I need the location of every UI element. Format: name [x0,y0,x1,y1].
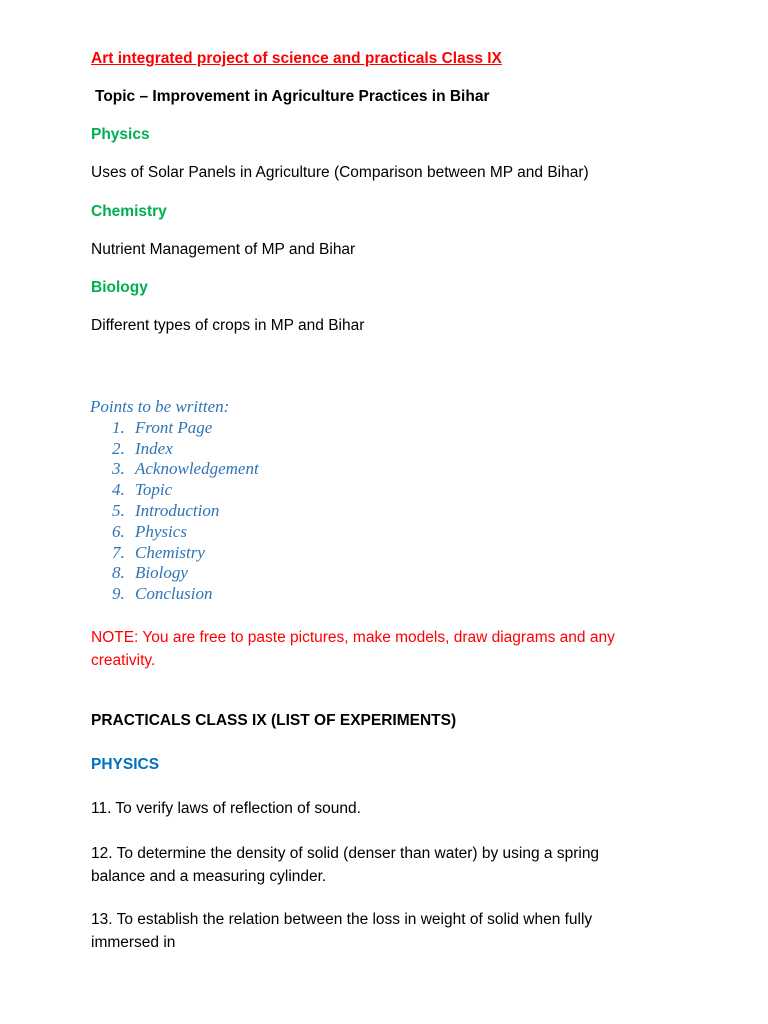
physics-text: Uses of Solar Panels in Agriculture (Comparison between MP and Bihar) [91,164,589,181]
experiment-item: 11. To verify laws of reflection of sound. [91,800,361,817]
list-item-number: 2. [112,438,125,458]
biology-heading: Biology [91,279,148,296]
list-item [90,459,259,480]
biology-text: Different types of crops in MP and Bihar [91,317,365,334]
list-item [90,522,259,543]
list-item-label: Acknowledgement [135,459,259,479]
chemistry-heading: Chemistry [91,203,167,220]
project-title: Art integrated project of science and practicals Class IX [91,50,502,67]
list-item-label: Chemistry [135,542,205,562]
list-item-label: Front Page [135,417,213,437]
list-item-number: 4. [112,480,125,500]
list-item-label: Biology [135,563,188,583]
points-heading: Points to be written: [90,397,230,416]
list-item-label: Introduction [135,500,220,520]
chemistry-text: Nutrient Management of MP and Bihar [91,241,356,258]
list-item-number: 7. [112,542,125,562]
list-item [90,543,259,564]
list-item [90,439,259,460]
list-item-label: Topic [135,480,173,500]
practicals-physics-heading: PHYSICS [91,756,160,773]
list-item-label: Physics [135,521,187,541]
list-item-label: Conclusion [135,584,213,604]
experiment-item: 12. To determine the density of solid (denser than water) by using a spring balance and a measuring cylinder. [91,845,600,885]
list-item-number: 6. [112,521,125,541]
list-item-number: 5. [112,500,125,520]
points-block [90,397,259,605]
note-text: NOTE: You are free to paste pictures, make models, draw diagrams and any creativity. [91,629,615,669]
points-list [90,418,259,605]
topic-heading: Topic – Improvement in Agriculture Practices in Bihar [95,88,490,105]
list-item [90,563,259,584]
list-item-number: 3. [112,459,125,479]
list-item [90,480,259,501]
list-item-number: 1. [112,417,125,437]
physics-heading: Physics [91,126,150,143]
list-item [90,501,259,522]
list-item [90,584,259,605]
list-item [90,418,259,439]
list-item-number: 8. [112,563,125,583]
list-item-label: Index [135,438,173,458]
experiment-item: 13. To establish the relation between the loss in weight of solid when fully immersed in [91,911,593,951]
list-item-number: 9. [112,584,125,604]
practicals-title: PRACTICALS CLASS IX (LIST OF EXPERIMENTS) [91,712,457,729]
